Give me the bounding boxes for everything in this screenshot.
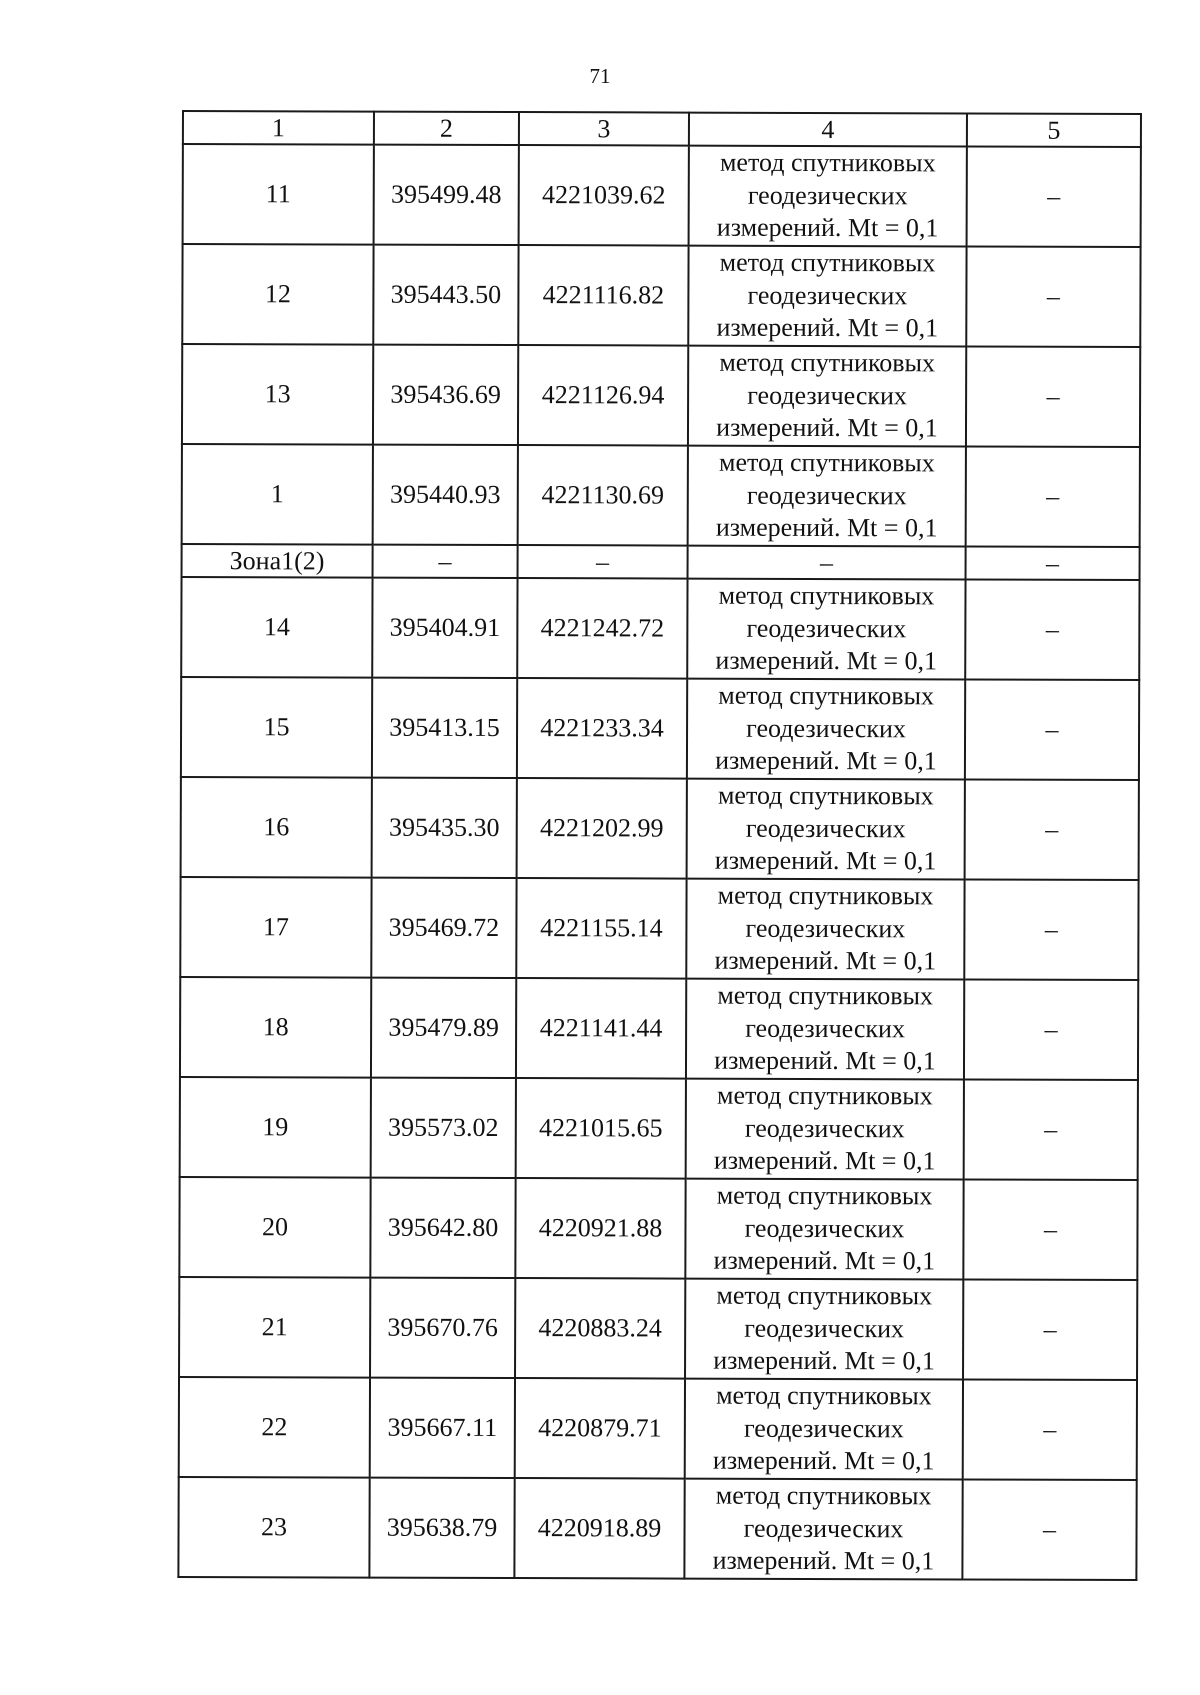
y-coordinate-cell: 4221116.82 — [518, 245, 688, 346]
table-row — [179, 1377, 1137, 1480]
x-coordinate-cell: 395440.93 — [373, 445, 518, 545]
x-coordinate-cell: 395638.79 — [369, 1478, 514, 1578]
method-line: геодезических — [747, 280, 908, 311]
method-line: геодезических — [745, 813, 906, 844]
method-line: измерений. Mt = 0,1 — [714, 845, 937, 876]
header-cell-3: 3 — [519, 112, 689, 146]
method-line: метод спутниковых — [719, 147, 936, 178]
x-coordinate-cell: 395469.72 — [371, 878, 516, 978]
table-row — [179, 1177, 1137, 1280]
y-coordinate-cell: 4220921.88 — [515, 1178, 685, 1279]
y-coordinate-cell: 4221242.72 — [517, 578, 687, 679]
method-line: измерений. Mt = 0,1 — [713, 1245, 936, 1276]
x-coordinate-cell: 395667.11 — [370, 1378, 515, 1478]
method-cell — [689, 146, 967, 247]
method-line: метод спутниковых — [719, 247, 936, 278]
method-cell — [686, 879, 964, 980]
y-coordinate-cell: 4221141.44 — [516, 978, 686, 1079]
y-coordinate-cell: 4221130.69 — [518, 445, 688, 546]
method-cell — [688, 346, 966, 447]
method-line: геодезических — [744, 1213, 905, 1244]
zone-dash-cell: – — [966, 546, 1140, 580]
note-cell: – — [965, 579, 1139, 680]
table-row — [181, 677, 1139, 780]
y-coordinate-cell: 4221202.99 — [517, 778, 687, 879]
note-cell: – — [965, 679, 1139, 780]
zone-dash-cell: – — [373, 545, 518, 578]
method-line: геодезических — [746, 613, 907, 644]
table-body — [178, 111, 1141, 1580]
y-coordinate-cell: 4220918.89 — [514, 1478, 684, 1579]
method-cell — [686, 979, 964, 1080]
point-number-cell: 18 — [180, 977, 371, 1078]
coordinates-table-container — [177, 110, 1140, 1581]
method-line: метод спутниковых — [718, 580, 935, 611]
method-line: геодезических — [743, 1413, 904, 1444]
method-cell — [686, 1079, 964, 1180]
note-cell: – — [963, 1179, 1137, 1280]
method-line: измерений. Mt = 0,1 — [713, 1345, 935, 1376]
x-coordinate-cell: 395435.30 — [372, 778, 517, 878]
y-coordinate-cell: 4221155.14 — [516, 878, 686, 979]
method-cell — [685, 1179, 963, 1280]
method-line: метод спутниковых — [719, 347, 936, 378]
method-cell — [688, 246, 966, 347]
note-cell: – — [963, 1379, 1137, 1480]
method-line: геодезических — [743, 1513, 904, 1544]
method-line: измерений. Mt = 0,1 — [715, 745, 937, 776]
method-line: измерений. Mt = 0,1 — [716, 212, 939, 243]
x-coordinate-cell: 395499.48 — [374, 145, 519, 245]
method-line: метод спутниковых — [716, 1280, 933, 1311]
table-row — [182, 444, 1140, 547]
zone-dash-cell: – — [518, 545, 688, 579]
method-line: геодезических — [744, 1313, 905, 1344]
table-row — [179, 1277, 1137, 1380]
method-line: геодезических — [746, 480, 907, 511]
point-number-cell: 1 — [182, 444, 373, 545]
method-line: геодезических — [746, 713, 906, 744]
method-line: метод спутниковых — [717, 1080, 933, 1111]
note-cell: – — [966, 346, 1140, 447]
method-line: геодезических — [745, 913, 906, 944]
method-line: измерений. Mt = 0,1 — [715, 645, 938, 676]
point-number-cell: 20 — [179, 1177, 370, 1278]
header-cell-4: 4 — [689, 113, 967, 147]
method-line: измерений. Mt = 0,1 — [712, 1545, 935, 1576]
x-coordinate-cell: 395404.91 — [372, 578, 517, 678]
zone-row — [182, 544, 1140, 580]
x-coordinate-cell: 395443.50 — [373, 245, 518, 345]
method-line: метод спутниковых — [717, 980, 934, 1011]
point-number-cell: 17 — [180, 877, 371, 978]
method-line: измерений. Mt = 0,1 — [714, 1045, 936, 1076]
x-coordinate-cell: 395436.69 — [373, 345, 518, 445]
table-row — [183, 144, 1141, 247]
point-number-cell: 13 — [182, 344, 373, 445]
method-cell — [684, 1479, 962, 1580]
x-coordinate-cell: 395670.76 — [370, 1278, 515, 1378]
method-line: измерений. Mt = 0,1 — [716, 412, 938, 443]
table-row — [178, 1477, 1136, 1580]
table-row — [180, 977, 1138, 1080]
note-cell: – — [963, 1279, 1137, 1380]
note-cell: – — [964, 1079, 1138, 1180]
method-line: измерений. Mt = 0,1 — [713, 1145, 936, 1176]
method-line: геодезических — [745, 1013, 906, 1044]
table-row — [182, 244, 1140, 347]
note-cell: – — [965, 779, 1139, 880]
point-number-cell: 16 — [181, 777, 372, 878]
y-coordinate-cell: 4221039.62 — [519, 145, 689, 246]
y-coordinate-cell: 4221233.34 — [517, 678, 687, 779]
method-line: измерений. Mt = 0,1 — [712, 1445, 935, 1476]
point-number-cell: 19 — [180, 1077, 371, 1178]
method-line: метод спутниковых — [717, 880, 934, 911]
method-cell — [685, 1279, 963, 1380]
y-coordinate-cell: 4221126.94 — [518, 345, 688, 446]
method-line: измерений. Mt = 0,1 — [716, 312, 939, 343]
note-cell: – — [964, 979, 1138, 1080]
table-row — [181, 577, 1139, 680]
table-row — [182, 344, 1140, 447]
point-number-cell: 22 — [179, 1377, 370, 1478]
point-number-cell: 11 — [183, 144, 374, 245]
method-line: метод спутниковых — [717, 780, 934, 811]
method-line: метод спутниковых — [715, 1480, 932, 1511]
x-coordinate-cell: 395642.80 — [370, 1178, 515, 1278]
method-cell — [687, 679, 965, 780]
page-number: 71 — [589, 64, 611, 88]
method-line: геодезических — [747, 180, 908, 211]
method-cell — [687, 779, 965, 880]
table-header-row — [183, 111, 1141, 147]
note-cell: – — [967, 146, 1141, 247]
zone-dash-cell: – — [688, 546, 966, 580]
y-coordinate-cell: 4220879.71 — [515, 1378, 685, 1479]
x-coordinate-cell: 395479.89 — [371, 978, 516, 1078]
x-coordinate-cell: 395573.02 — [371, 1078, 516, 1178]
table-row — [180, 877, 1138, 980]
header-cell-1: 1 — [183, 111, 374, 145]
table-row — [180, 1077, 1138, 1180]
method-line: измерений. Mt = 0,1 — [714, 945, 937, 976]
method-line: метод спутниковых — [716, 1180, 933, 1211]
note-cell: – — [964, 879, 1138, 980]
note-cell: – — [966, 246, 1140, 347]
method-line: геодезических — [744, 1113, 905, 1144]
method-cell — [685, 1379, 963, 1480]
method-line: метод спутниковых — [716, 1380, 932, 1411]
point-number-cell: 12 — [182, 244, 373, 345]
x-coordinate-cell: 395413.15 — [372, 678, 517, 778]
header-cell-5: 5 — [967, 113, 1141, 147]
method-cell — [687, 579, 965, 680]
y-coordinate-cell: 4220883.24 — [515, 1278, 685, 1379]
method-line: метод спутниковых — [718, 680, 935, 711]
method-line: геодезических — [747, 380, 908, 411]
method-cell — [688, 446, 966, 547]
note-cell: – — [966, 446, 1140, 547]
point-number-cell: 14 — [181, 577, 372, 678]
point-number-cell: 15 — [181, 677, 372, 778]
point-number-cell: 23 — [178, 1477, 369, 1578]
table-row — [181, 777, 1139, 880]
point-number-cell: 21 — [179, 1277, 370, 1378]
coordinates-table — [177, 110, 1142, 1581]
method-line: метод спутниковых — [718, 447, 935, 478]
header-cell-2: 2 — [374, 112, 519, 145]
zone-label-cell: Зона1(2) — [182, 544, 373, 578]
note-cell: – — [962, 1479, 1136, 1580]
y-coordinate-cell: 4221015.65 — [516, 1078, 686, 1179]
method-line: измерений. Mt = 0,1 — [715, 512, 938, 543]
